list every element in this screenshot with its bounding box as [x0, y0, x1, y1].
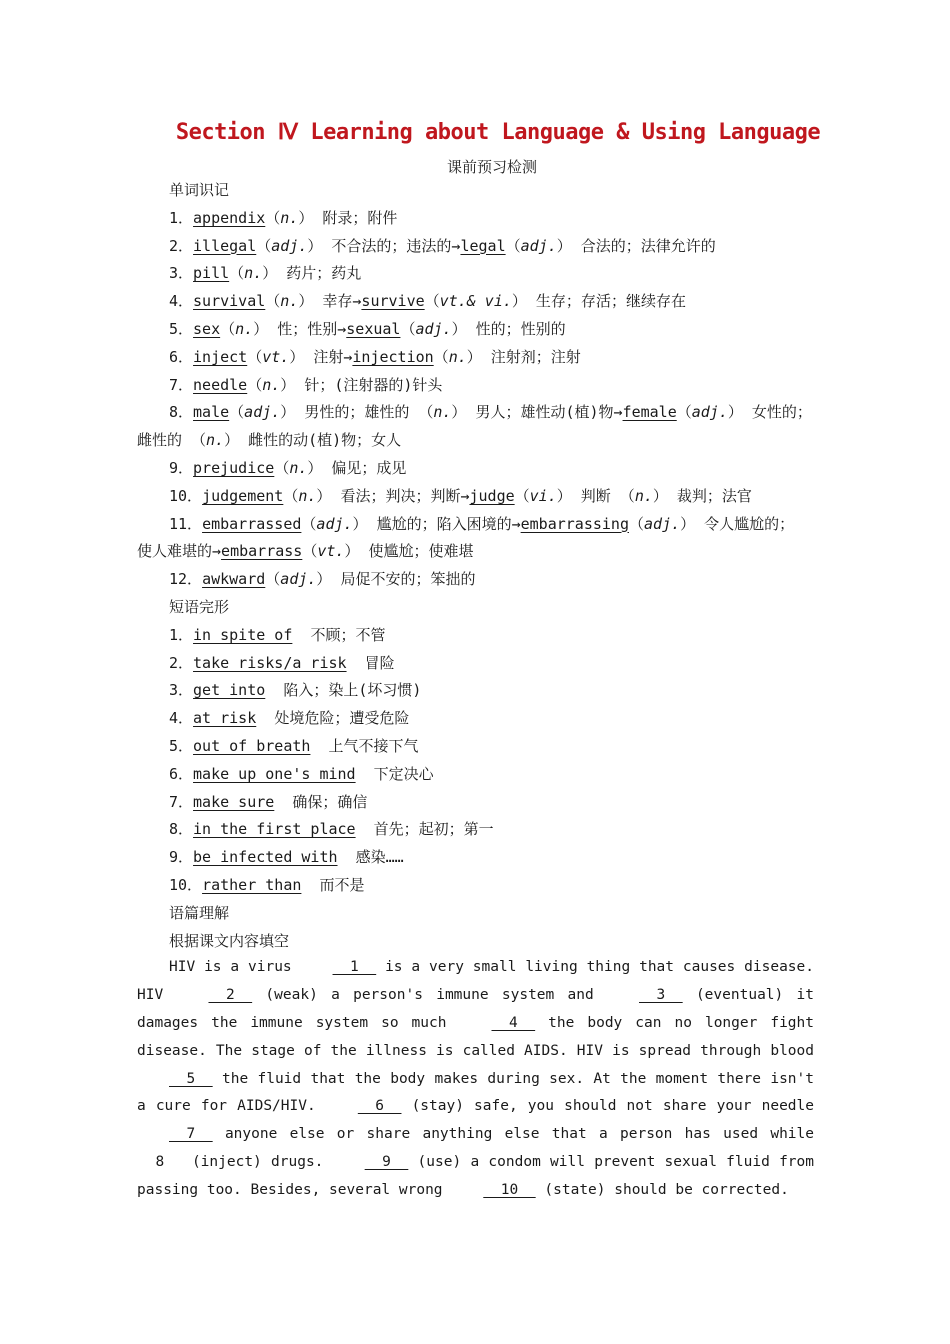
vocab-text: vt.& vi. [439, 292, 512, 311]
phrase-text: rather than [202, 876, 302, 894]
passage-text: (state) should be corrected. [535, 1181, 789, 1198]
vocab-item [169, 319, 566, 339]
phrases-heading: 短语完形 [169, 598, 230, 616]
item-number: 4． [169, 292, 194, 311]
vocab-heading: 单词识记 [169, 181, 230, 199]
phrase-meaning: 而不是 [319, 876, 365, 894]
phrase-text: out of breath [193, 737, 311, 755]
vocab-item [169, 458, 406, 478]
blank-8: 8 [137, 1153, 183, 1170]
vocab-text: n. [206, 431, 225, 450]
phrase-text: get into [193, 681, 266, 700]
vocab-text: adj. [691, 403, 728, 422]
reading-subheading: 根据课文内容填空 [169, 931, 290, 950]
blank-6[interactable]: 6 [357, 1098, 402, 1115]
item-number: 1． [169, 625, 194, 644]
passage-text: is a very small living thing that causes disease. HIV [137, 959, 814, 1004]
vocab-text: n. [289, 459, 308, 477]
vocab-text: ） 判断 （ [556, 486, 635, 505]
vocab-text: （ [220, 320, 236, 338]
phrase-text: in spite of [193, 625, 293, 644]
phrase-meaning: 感染…… [355, 848, 404, 867]
vocab-word: pill [193, 264, 230, 283]
item-number: 5． [169, 320, 194, 338]
phrase-item [169, 792, 367, 812]
vocab-word: inject [193, 347, 248, 366]
vocab-text: ） 男人；雄性动(植)物→ [451, 403, 623, 422]
vocab-text: （ [265, 208, 281, 227]
blank-7[interactable]: 7 [169, 1126, 213, 1143]
phrase-item [169, 736, 419, 756]
vocab-word: judgement [202, 486, 284, 505]
vocab-text: vi. [529, 486, 557, 505]
phrase-item [169, 847, 404, 867]
vocab-text: vt. [317, 542, 345, 561]
vocab-text: （ [400, 320, 416, 338]
phrase-text: take risks/a risk [193, 653, 347, 672]
phrase-meaning: 确保；确信 [292, 792, 368, 811]
vocab-text: n. [298, 486, 317, 505]
phrase-meaning: 上气不接下气 [328, 737, 419, 755]
vocab-item [169, 375, 442, 395]
item-number: 9． [169, 848, 194, 867]
vocab-word: embarrass [221, 542, 303, 561]
vocab-text: ） 局促不安的；笨拙的 [316, 570, 476, 589]
vocab-text: （ [274, 459, 290, 477]
vocab-word: awkward [202, 570, 266, 589]
blank-2[interactable]: 2 [208, 987, 253, 1004]
vocab-text: ） 使尴尬；使难堪 [344, 542, 474, 561]
vocab-text: ） 雌性的动(植)物；女人 [224, 431, 402, 450]
phrase-item [169, 764, 434, 784]
vocab-text: adj. [271, 236, 308, 255]
vocab-text: ） 偏见；成见 [307, 459, 407, 477]
passage-text: (use) a condom will prevent sexual fluid from passing too. Besides, several wrong [137, 1153, 814, 1198]
vocab-text: n. [433, 403, 452, 422]
vocab-text: ） 尴尬的；陷入困境的→ [352, 514, 521, 533]
phrase-item [169, 680, 421, 700]
vocab-word: survive [361, 292, 425, 311]
vocab-item [169, 347, 581, 367]
vocab-text: （ [302, 542, 318, 561]
vocab-text: （ [505, 236, 521, 255]
vocab-text: adj. [316, 514, 353, 533]
reading-passage [137, 954, 814, 1204]
vocab-text: ） 令人尴尬的； [680, 514, 795, 533]
item-number: 8． [169, 403, 194, 422]
vocab-item [169, 569, 475, 589]
phrase-meaning: 处境危险；遭受危险 [274, 709, 410, 728]
vocab-text: n. [235, 320, 254, 338]
vocab-text: ） 幸存→ [298, 292, 362, 311]
vocab-item [169, 291, 686, 311]
page-title: Section Ⅳ Learning about Language & Using Language [175, 120, 821, 145]
blank-9[interactable]: 9 [364, 1153, 409, 1170]
item-number: 2． [169, 653, 194, 672]
phrase-item [169, 625, 385, 645]
item-number: 12． [169, 570, 203, 589]
passage-text: (inject) drugs. [182, 1153, 333, 1170]
vocab-word: male [193, 403, 230, 422]
phrase-text: at risk [193, 709, 257, 728]
blank-1[interactable]: 1 [332, 959, 377, 976]
reading-heading: 语篇理解 [169, 903, 230, 922]
vocab-text: adj. [644, 514, 681, 533]
vocab-text: ） 看法；判决；判断→ [316, 486, 470, 505]
vocab-text: （ [256, 236, 272, 255]
passage-text: the body can no longer fight disease. The stage of the illness is called AIDS. HIV is spread through blood [137, 1014, 814, 1059]
item-number: 5． [169, 737, 194, 755]
item-number: 7． [169, 375, 194, 394]
item-number: 2． [169, 236, 194, 255]
vocab-text: n. [280, 292, 299, 311]
item-number: 10． [169, 486, 203, 505]
passage-text: the fluid that the body makes during sex. At the moment there isn't a cure for AIDS/HIV. [137, 1070, 814, 1115]
vocab-text: 雌性的 （ [137, 431, 207, 450]
vocab-word: legal [460, 236, 506, 255]
item-number: 11． [169, 514, 203, 533]
phrase-text: make up one's mind [193, 764, 356, 783]
vocab-text: ） 附录；附件 [298, 208, 398, 227]
vocab-item [137, 541, 473, 561]
item-number: 7． [169, 792, 194, 811]
vocab-text: n. [244, 264, 263, 283]
vocab-item [169, 514, 794, 534]
phrase-text: make sure [193, 792, 275, 811]
phrase-meaning: 首先；起初；第一 [373, 820, 494, 839]
phrase-meaning: 冒险 [364, 653, 395, 672]
item-number: 6． [169, 764, 194, 783]
vocab-word: illegal [193, 236, 257, 255]
vocab-word: embarrassed [202, 514, 302, 533]
item-number: 6． [169, 347, 194, 366]
vocab-text: ） 性；性别→ [253, 320, 347, 338]
blank-5[interactable]: 5 [169, 1070, 213, 1087]
vocab-word: needle [193, 375, 248, 394]
phrase-meaning: 下定决心 [373, 764, 434, 783]
vocab-text: （ [247, 375, 263, 394]
vocab-text: （ [424, 292, 440, 311]
vocab-text: n. [448, 347, 467, 366]
vocab-text: ） 男性的；雄性的 （ [280, 403, 434, 422]
vocab-word: survival [193, 292, 266, 311]
vocab-word: appendix [193, 208, 266, 227]
passage-text: anyone else or share anything else that a person has used while [212, 1126, 814, 1143]
vocab-text: ） 生存；存活；继续存在 [511, 292, 686, 311]
phrase-meaning: 陷入；染上(坏习惯) [283, 681, 422, 700]
passage-text: HIV is a virus [169, 959, 301, 976]
vocab-text: （ [514, 486, 530, 505]
vocab-text: （ [283, 486, 299, 505]
vocab-word: prejudice [193, 459, 275, 477]
vocab-text: ） 针；(注射器的)针头 [280, 375, 443, 394]
phrase-text: in the first place [193, 820, 356, 839]
phrase-meaning: 不顾；不管 [310, 625, 386, 644]
vocab-item [169, 236, 716, 256]
vocab-text: n. [634, 486, 653, 505]
vocab-word: embarrassing [520, 514, 629, 533]
vocab-word: judge [469, 486, 515, 505]
phrase-item [169, 708, 409, 728]
vocab-text: （ [301, 514, 317, 533]
vocab-text: ） 裁判；法官 [652, 486, 752, 505]
vocab-text: 使人难堪的→ [137, 542, 222, 561]
vocab-text: ） 不合法的；违法的→ [307, 236, 461, 255]
vocab-text: ） 注射→ [289, 347, 353, 366]
page-subtitle: 课前预习检测 [446, 158, 537, 176]
vocab-word: sexual [346, 320, 401, 338]
vocab-text: adj. [280, 570, 317, 589]
vocab-item [169, 486, 752, 506]
vocab-word: injection [352, 347, 434, 366]
vocab-item [169, 208, 397, 228]
passage-text: (stay) safe, you should not share your needle [401, 1098, 814, 1115]
vocab-text: ） 合法的；法律允许的 [556, 236, 716, 255]
vocab-text: ） 女性的； [727, 403, 812, 422]
vocab-text: （ [629, 514, 645, 533]
vocab-text: adj. [244, 403, 281, 422]
vocab-text: ） 药片；药丸 [262, 264, 362, 283]
phrase-item [169, 819, 494, 839]
vocab-word: female [622, 403, 677, 422]
phrase-text: be infected with [193, 848, 338, 867]
item-number: 3． [169, 681, 194, 700]
vocab-text: （ [229, 264, 245, 283]
phrase-item [169, 875, 364, 895]
vocab-text: n. [262, 375, 281, 394]
item-number: 1． [169, 208, 194, 227]
vocab-item [137, 430, 401, 450]
vocab-text: n. [280, 208, 299, 227]
vocab-item [169, 402, 812, 422]
item-number: 3． [169, 264, 194, 283]
passage-text: (eventual) it damages the immune system so much [137, 987, 814, 1031]
vocab-text: ） 性的；性别的 [451, 320, 566, 338]
vocab-text: adj. [520, 236, 557, 255]
item-number: 9． [169, 459, 194, 477]
vocab-word: sex [193, 320, 221, 338]
vocab-text: （ [433, 347, 449, 366]
vocab-text: （ [229, 403, 245, 422]
item-number: 4． [169, 709, 194, 728]
blank-10[interactable]: 10 [483, 1181, 536, 1198]
item-number: 8． [169, 820, 194, 839]
phrase-item [169, 653, 395, 673]
vocab-text: （ [265, 292, 281, 311]
vocab-item [169, 263, 361, 283]
vocab-text: ） 注射剂；注射 [466, 347, 581, 366]
blank-4[interactable]: 4 [491, 1014, 536, 1031]
vocab-text: adj. [415, 320, 452, 338]
vocab-text: （ [676, 403, 692, 422]
vocab-text: （ [265, 570, 281, 589]
passage-text: (weak) a person's immune system and [252, 987, 608, 1004]
blank-3[interactable]: 3 [639, 987, 683, 1004]
vocab-text: vt. [262, 347, 290, 366]
vocab-text: （ [247, 347, 263, 366]
item-number: 10． [169, 876, 203, 894]
